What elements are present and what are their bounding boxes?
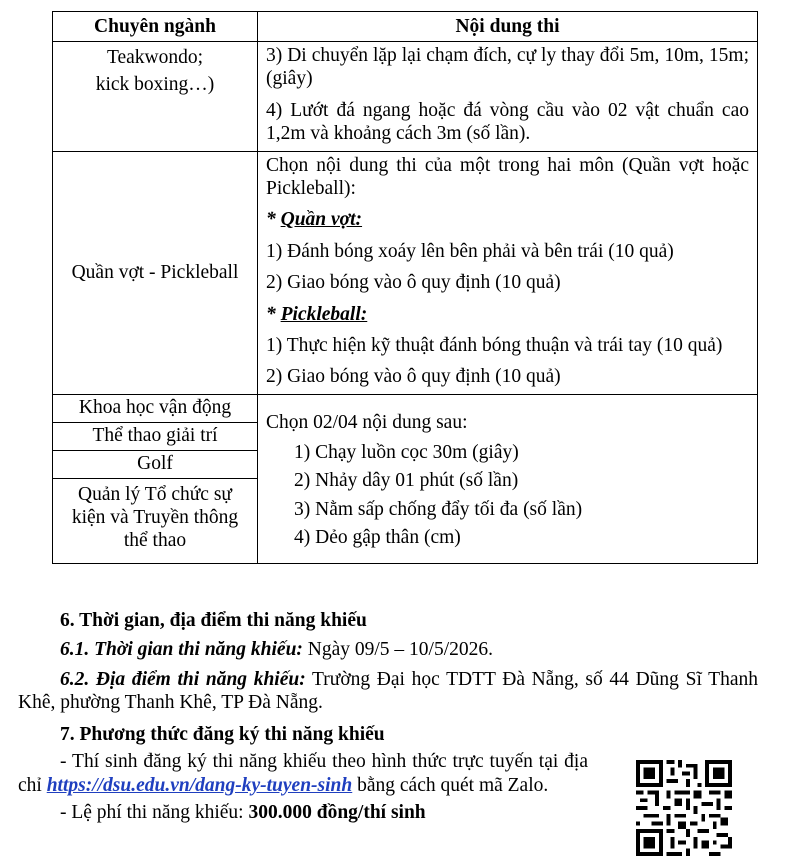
subheading-tennis: * Quần vợt:	[266, 209, 363, 231]
content-item: 4) Lướt đá ngang hoặc đá vòng cầu vào 02 vật chuẩn cao 1,2m và khoảng cách 3m (số lần).	[266, 99, 749, 145]
table-row	[53, 151, 758, 394]
content-intro: Chọn 02/04 nội dung sau:	[266, 411, 468, 433]
major-text: kick boxing…)	[95, 74, 215, 96]
list-item: 2) Nhảy dây 01 phút (số lần)	[294, 470, 519, 492]
major-list	[53, 395, 257, 557]
major-cell: Quần vợt - Pickleball	[53, 151, 258, 394]
content-list	[258, 441, 757, 550]
list-item: 4) Dẻo gập thân (cm)	[294, 527, 461, 549]
content-item: 1) Thực hiện kỹ thuật đánh bóng thuận và trái tay (10 quả)	[266, 334, 723, 356]
subheading-pickleball: * Pickleball:	[266, 303, 368, 325]
content-cell	[258, 42, 758, 152]
section-7-heading: 7. Phương thức đăng ký thi năng khiếu	[60, 724, 385, 745]
section-6	[18, 609, 758, 715]
major-text: Thể thao giải trí	[53, 422, 257, 450]
major-text: Khoa học vận động	[53, 395, 257, 423]
list-item: 1) Chạy luồn cọc 30m (giây)	[294, 442, 519, 464]
registration-link[interactable]: https://dsu.edu.vn/dang-ky-tuyen-sinh	[46, 774, 353, 796]
major-text: Teakwondo;	[106, 47, 204, 68]
header-major: Chuyên ngành	[53, 12, 258, 42]
section-7-p2: - Lệ phí thi năng khiếu: 300.000 đồng/thí sinh	[60, 802, 426, 824]
section-6-2: 6.2. Địa điểm thi năng khiếu: Trường Đại học TDTT Đà Nẵng, số 44 Dũng Sĩ Thanh Khê, phường Thanh Khê, TP Đà Nẵng.	[18, 668, 758, 714]
table-row	[53, 394, 758, 563]
exam-content-table	[52, 11, 758, 564]
qr-code-icon[interactable]	[636, 760, 732, 856]
section-6-1: 6.1. Thời gian thi năng khiếu: Ngày 09/5 – 10/5/2026.	[60, 639, 494, 661]
section-6-heading: 6. Thời gian, địa điểm thi năng khiếu	[60, 610, 367, 631]
major-text: Golf	[53, 450, 257, 478]
content-item: 3) Di chuyển lặp lại chạm đích, cự ly thay đổi 5m, 10m, 15m; (giây)	[266, 45, 749, 90]
content-cell	[258, 151, 758, 394]
major-cell	[53, 42, 258, 152]
table-header-row	[53, 12, 758, 42]
table-row	[53, 42, 758, 152]
content-item: 2) Giao bóng vào ô quy định (10 quả)	[266, 272, 561, 294]
header-content: Nội dung thi	[258, 12, 758, 42]
content-item: 2) Giao bóng vào ô quy định (10 quả)	[266, 366, 561, 388]
list-item: 3) Nằm sấp chống đẩy tối đa (số lần)	[294, 498, 583, 520]
content-intro: Chọn nội dung thi của một trong hai môn (Quần vợt hoặc Pickleball):	[266, 154, 749, 199]
major-cell-group	[53, 394, 258, 563]
section-7-p1: - Thí sinh đăng ký thi năng khiếu theo hình thức trực tuyến tại địa chỉ https://dsu.edu.vn/dang-ky-tuyen-sinh bằng cách quét mã Zalo.	[18, 751, 588, 796]
content-cell	[258, 394, 758, 563]
major-text: Quản lý Tổ chức sự kiện và Truyền thông thể thao	[71, 483, 239, 552]
content-item: 1) Đánh bóng xoáy lên bên phải và bên trái (10 quả)	[266, 240, 674, 262]
